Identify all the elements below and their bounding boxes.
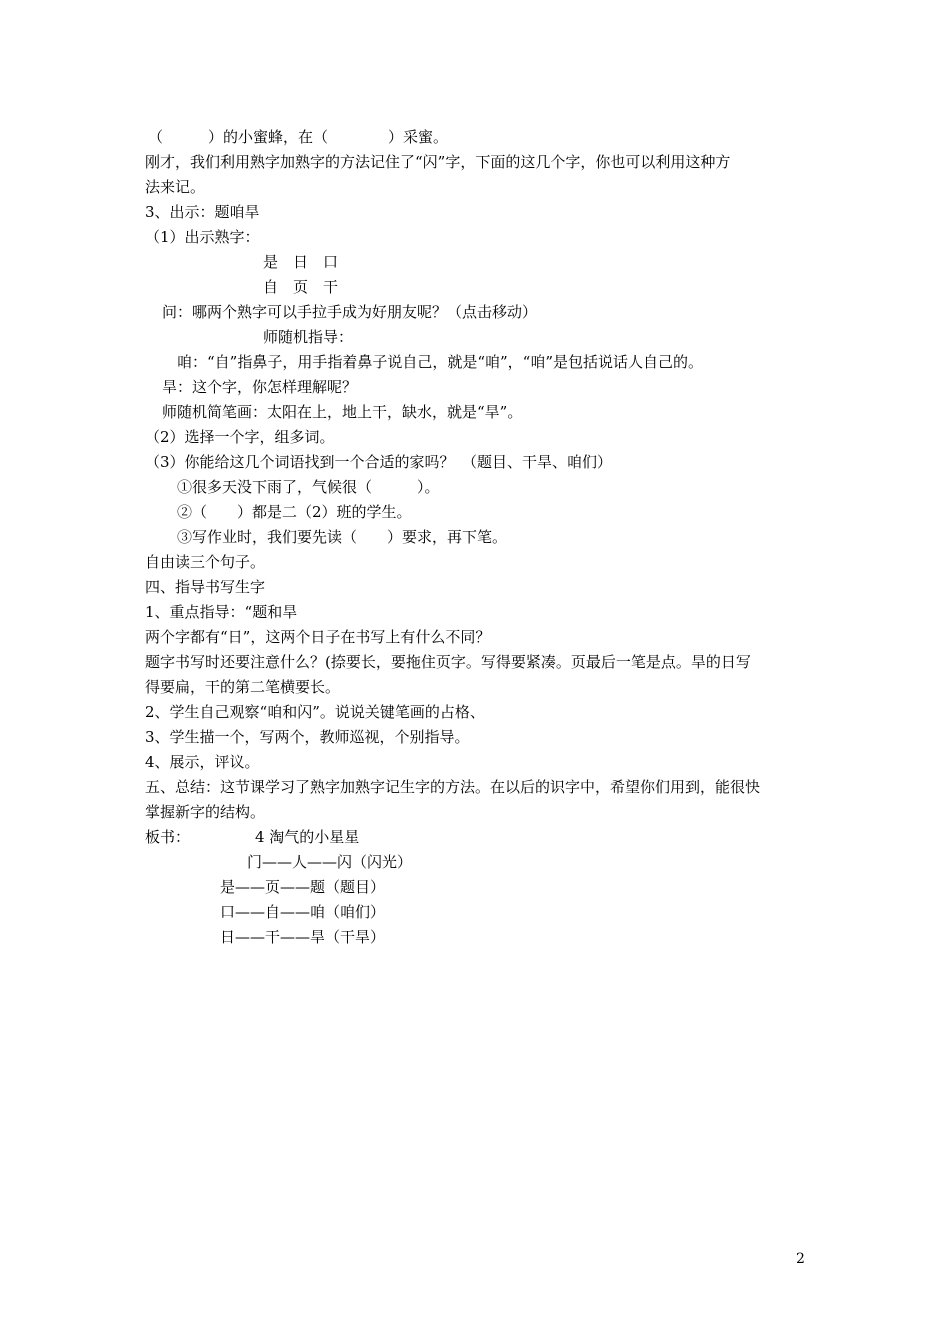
- text-line: （1）出示熟字：: [145, 228, 260, 246]
- text-line: ②（ ）都是二（2）班的学生。: [177, 503, 412, 521]
- text-line: 问：哪两个熟字可以手拉手成为好朋友呢？（点击移动）: [162, 303, 538, 321]
- text-line: 法来记。: [145, 178, 206, 196]
- text-line: 自由读三个句子。: [145, 553, 266, 571]
- text-line: 师随机指导：: [263, 328, 354, 346]
- text-line: 师随机简笔画：太阳在上，地上干，缺水，就是“旱”。: [162, 403, 523, 421]
- page-number: 2: [796, 1251, 805, 1267]
- text-line: （ ）的小蜜蜂，在（ ）采蜜。: [148, 128, 449, 146]
- text-line: 题字书写时还要注意什么？(捺要长，要拖住页字。写得要紧凑。页最后一笔是点。旱的日写: [145, 653, 751, 671]
- board-line: 口——自——咱（咱们）: [220, 903, 386, 921]
- text-line: 4、展示，评议。: [145, 753, 260, 771]
- section-heading: 五、总结：这节课学习了熟字加熟字记生字的方法。在以后的识字中，希望你们用到，能很快: [145, 778, 761, 796]
- text-line: 是 日 口: [263, 253, 339, 271]
- text-line: 3、学生描一个，写两个，教师巡视，个别指导。: [145, 728, 470, 746]
- section-heading: 四、指导书写生字: [145, 578, 266, 596]
- text-line: 两个字都有“日”，这两个日子在书写上有什么不同？: [145, 628, 491, 646]
- board-label: 板书：: [145, 828, 191, 846]
- text-line: 自 页 干: [263, 278, 339, 296]
- text-line: 旱：这个字，你怎样理解呢？: [162, 378, 358, 396]
- text-line: ①很多天没下雨了，气候很（ ）。: [177, 478, 440, 496]
- text-line: （2）选择一个字，组多词。: [145, 428, 335, 446]
- board-line: 门——人——闪（闪光）: [247, 853, 413, 871]
- section-heading: 3、出示：题咱旱: [145, 203, 260, 221]
- board-title: 4 淘气的小星星: [255, 828, 360, 846]
- text-line: 1、重点指导：“题和旱: [145, 603, 298, 621]
- text-line: 得要扁，干的第二笔横要长。: [145, 678, 341, 696]
- text-line: （3）你能给这几个词语找到一个合适的家吗？ （题目、干旱、咱们）: [145, 453, 613, 471]
- text-line: 刚才，我们利用熟字加熟字的方法记住了“闪”字，下面的这几个字，你也可以利用这种方: [145, 153, 731, 171]
- text-line: 咱：“自”指鼻子，用手指着鼻子说自己，就是“咱”，“咱”是包括说话人自己的。: [177, 353, 704, 371]
- text-line: 2、学生自己观察“咱和闪”。说说关键笔画的占格、: [145, 703, 485, 721]
- text-line: ③写作业时，我们要先读（ ）要求，再下笔。: [177, 528, 508, 546]
- board-line: 日——干——旱（干旱）: [220, 928, 386, 946]
- board-line: 是——页——题（题目）: [220, 878, 386, 896]
- text-line: 掌握新字的结构。: [145, 803, 266, 821]
